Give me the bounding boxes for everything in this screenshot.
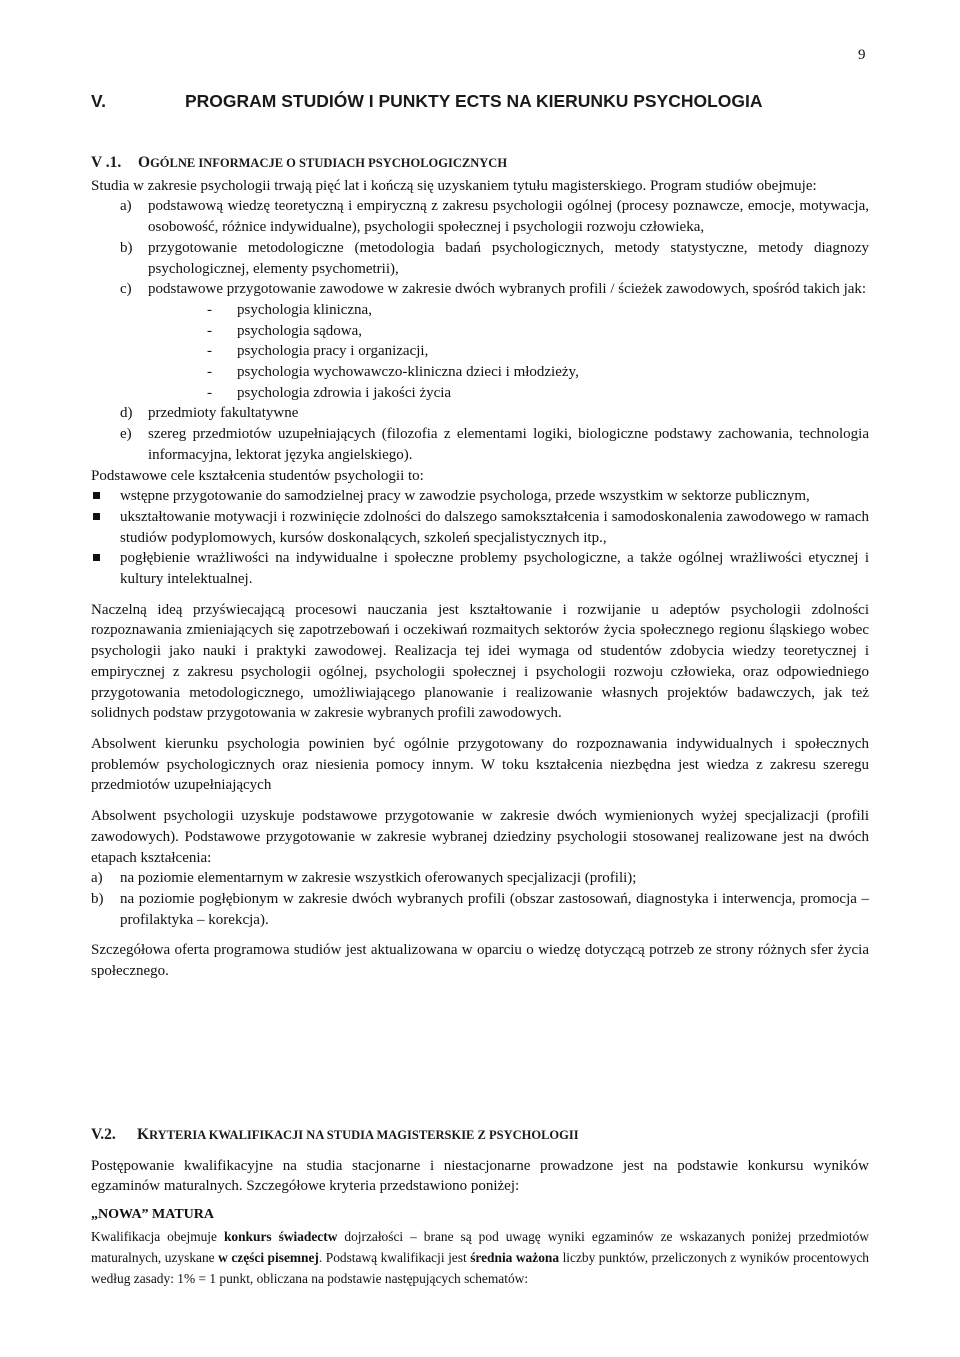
list-item-text: pogłębienie wrażliwości na indywidualne i społeczne problemy psychologiczne, a także ogólnej wrażliwości etycznej i kultury intelektualnej. (120, 550, 869, 588)
profile-item (91, 321, 869, 342)
list-item-text: ukształtowanie motywacji i rozwinięcie zdolności do dalszego samokształcenia i samodoskonalenia zawodowego w ramach studiów podyplomowych, kursów doskonalących, szkoleń specjalistycznych itp., (120, 508, 869, 546)
list-item-text: psychologia wychowawczo-kliniczna dzieci i młodzieży, (237, 364, 579, 381)
matura-text-3: . Podstawą kwalifikacji jest (318, 1249, 471, 1265)
list-item-text: wstępne przygotowanie do samodzielnej pracy w zawodzie psychologa, przede wszystkim w sektorze publicznym, (120, 488, 810, 505)
section-1-heading (91, 153, 869, 174)
section-2 (91, 1125, 869, 1289)
dash-marker: - (207, 322, 212, 339)
program-item (91, 238, 869, 279)
goal-item (91, 507, 869, 548)
dash-marker: - (207, 343, 212, 360)
section-1 (91, 153, 869, 982)
list-item-text: psychologia sądowa, (237, 322, 362, 339)
list-marker: e) (120, 426, 132, 443)
bullet-square-icon (93, 492, 100, 499)
list-item-text: na poziomie elementarnym w zakresie wszystkich oferowanych specjalizacji (profili); (120, 870, 637, 887)
section-1-title-first: O (138, 154, 151, 171)
matura-heading: „NOWA” MATURA (91, 1207, 215, 1223)
profiles-list (91, 300, 869, 404)
goals-list (91, 486, 869, 590)
section-2-title-rest: RYTERIA KWALIFIKACJI NA STUDIA MAGISTERSKIE Z PSYCHOLOGII (149, 1128, 579, 1142)
section-1-title-rest: GÓLNE INFORMACJE O STUDIACH PSYCHOLOGICZNYCH (150, 156, 508, 170)
program-item (91, 279, 869, 300)
list-marker: a) (91, 870, 103, 887)
matura-text (91, 1226, 869, 1289)
program-list (91, 196, 869, 300)
list-item-text: na poziomie pogłębionym w zakresie dwóch wybranych profili (obszar zastosowań, diagnostyka i interwencja, promocja – profilaktyka – korekcja). (120, 890, 869, 928)
program-item (91, 424, 869, 465)
qualification-paragraph: Postępowanie kwalifikacyjne na studia stacjonarne i niestacjonarne prowadzone jest na podstawie konkursu wyników egzaminów maturalnych. Szczegółowe kryteria przedstawiono poniżej: (91, 1157, 869, 1195)
stage-item (91, 889, 869, 930)
list-item-text: podstawowe przygotowanie zawodowe w zakresie dwóch wybranych profili / ścieżek zawodowych, spośród takich jak: (148, 281, 867, 298)
program-list-continued (91, 403, 869, 465)
dash-marker: - (207, 301, 212, 318)
program-item (91, 196, 869, 237)
bullet-square-icon (93, 513, 100, 520)
section-2-heading (91, 1125, 869, 1146)
matura-text-1: Kwalifikacja obejmuje (91, 1228, 224, 1244)
chapter-heading (91, 91, 763, 112)
goal-item (91, 548, 869, 589)
list-item-text: psychologia zdrowia i jakości życia (237, 384, 452, 401)
section-1-intro: Studia w zakresie psychologii trwają pięć lat i kończą się uzyskaniem tytułu magisterskiego. Program studiów obejmuje: (91, 177, 817, 194)
paragraph-idea: Naczelną ideą przyświecającą procesowi nauczania jest kształtowanie i rozwijanie u adeptów psychologii zdolności rozpoznawania zmieniających się zapotrzebowań i oczekiwań rozmaitych sektorów życia społecznego regionu śląskiego wobec psychologii jako nauki i praktyki zawodowej. Realizacja tej idei wymaga od studentów zdobycia wiedzy teoretycznej i empirycznej z zakresu psychologii ogólnej, psychologii społecznej i psychologii rozwoju człowieka, oraz odpowiedniego przygotowania metodologicznego, umożliwiającego planowanie i realizowanie własnych projektów badawczych, jak też solidnych podstaw przygotowania w zakresie wybranych profili zawodowych. (91, 601, 869, 722)
list-item-text: psychologia pracy i organizacji, (237, 343, 429, 360)
profile-item (91, 341, 869, 362)
list-item-text: szereg przedmiotów uzupełniających (filozofia z elementami logiki, biologiczne podstawy zachowania, technologia informacyjna, lektorat języka angielskiego). (148, 426, 869, 463)
paragraph-offer: Szczegółowa oferta programowa studiów jest aktualizowana w oparciu o wiedzę dotyczącą potrzeb ze strony różnych sfer życia społecznego. (91, 942, 869, 980)
stages-list (91, 868, 869, 930)
chapter-number: V. (91, 91, 106, 111)
list-marker: b) (91, 890, 104, 907)
profile-item (91, 362, 869, 383)
paragraph-graduate: Absolwent kierunku psychologia powinien być ogólnie przygotowany do rozpoznawania indywidualnych i społecznych problemów psychologicznych oraz niesienia pomocy innym. W toku kształcenia niezbędna jest wiedza z zakresu szeregu przedmiotów uzupełniających (91, 735, 869, 794)
list-item-text: podstawową wiedzę teoretyczną i empiryczną z zakresu psychologii ogólnej (procesy poznawcze, emocje, motywacja, osobowość, różnice indywidualne), psychologii społecznej i psychologii rozwoju człowieka, (148, 198, 869, 236)
list-item-text: przygotowanie metodologiczne (metodologia badań psychologicznych, metody statystyczne, metody diagnozy psychologicznej, elementy psychometrii), (148, 239, 869, 277)
matura-bold-3: średnia ważona (470, 1249, 560, 1265)
matura-text-4: liczby punktów, przeliczonych z wyników procentowych według zasady: 1% = 1 punkt, obliczana na podstawie następujących schematów: (91, 1249, 869, 1286)
matura-bold-1: konkurs świadectw (223, 1228, 338, 1244)
stage-item (91, 868, 869, 889)
dash-marker: - (207, 364, 212, 381)
section-2-title-first: K (137, 1126, 150, 1143)
program-item (91, 403, 869, 424)
paragraph-specialization: Absolwent psychologii uzyskuje podstawowe przygotowanie w zakresie dwóch wymienionych wyżej specjalizacji (profili zawodowych). Podstawowe przygotowanie w zakresie wybranej dziedziny psychologii stosowanej realizowane jest na dwóch etapach kształcenia: (91, 808, 869, 866)
page-number: 9 (858, 47, 866, 63)
chapter-title: PROGRAM STUDIÓW I PUNKTY ECTS NA KIERUNKU PSYCHOLOGIA (185, 91, 763, 111)
section-1-number: V .1. (91, 154, 122, 171)
section-2-number: V.2. (91, 1126, 116, 1143)
goal-item (91, 486, 869, 507)
list-marker: c) (120, 281, 132, 298)
profile-item (91, 300, 869, 321)
goals-intro: Podstawowe cele kształcenia studentów psychologii to: (91, 467, 424, 484)
matura-text-2: dojrzałości – brane są pod uwagę wyniki egzaminów ze wskazanych poniżej przedmiotów maturalnych, uzyskane (91, 1228, 869, 1265)
profile-item (91, 383, 869, 404)
matura-bold-2: w części pisemnej (218, 1249, 319, 1265)
dash-marker: - (207, 384, 212, 401)
list-marker: a) (120, 198, 132, 215)
bullet-square-icon (93, 554, 100, 561)
list-item-text: przedmioty fakultatywne (148, 405, 299, 422)
list-marker: b) (120, 239, 133, 256)
list-marker: d) (120, 405, 133, 422)
list-item-text: psychologia kliniczna, (237, 301, 372, 318)
